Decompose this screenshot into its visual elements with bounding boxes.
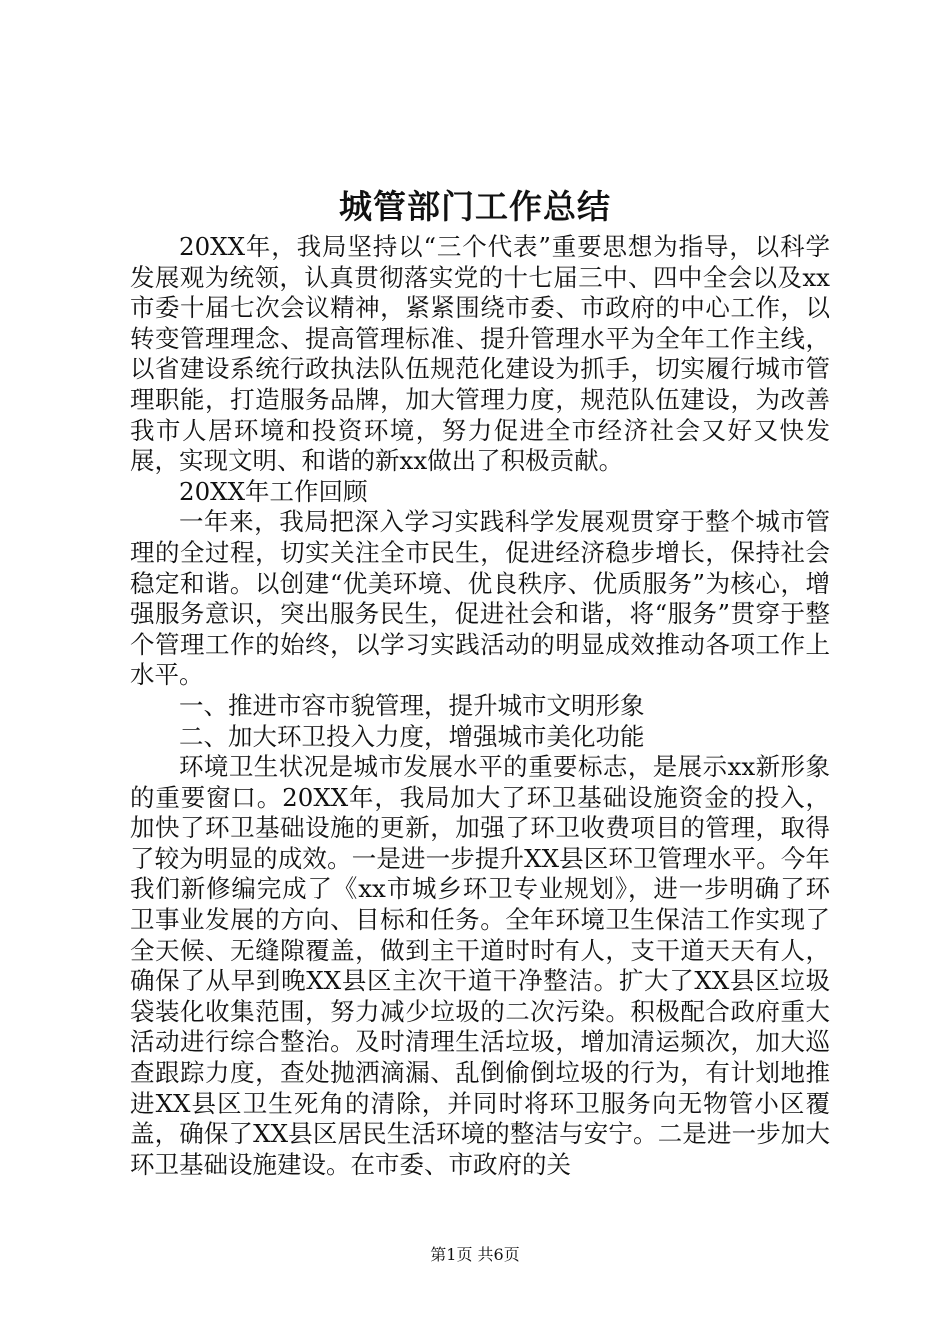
paragraph-overview: 一年来，我局把深入学习实践科学发展观贯穿于整个城市管理的全过程，切实关注全市民生，促进经济稳步增长，保持社会稳定和谐。以创建“优美环境、优良秩序、优质服务”为核心，增强服务意识，突出服务民生，促进社会和谐，将“服务”贯穿于整个管理工作的始终，以学习实践活动的明显成效推动各项工作上水平。 xyxy=(130,507,830,690)
document-title: 城管部门工作总结 xyxy=(339,187,611,226)
section-heading-one: 一、推进市容市貌管理，提升城市文明形象 xyxy=(179,690,645,720)
paragraph-sanitation: 环境卫生状况是城市发展水平的重要标志，是展示xx新形象的重要窗口。20XX年，我局加大了环卫基础设施资金的投入，加快了环卫基础设施的更新，加强了环卫收费项目的管理，取得了较为明显的成效。一是进一步提升XX县区环卫管理水平。今年我们新修编完成了《xx市城乡环卫专业规划》，进一步明确了环卫事业发展的方向、目标和任务。全年环境卫生保洁工作实现了全天候、无缝隙覆盖，做到主干道时时有人，支干道天天有人，确保了从早到晚XX县区主次干道干净整洁。扩大了XX县区垃圾袋装化收集范围，努力减少垃圾的二次污染。积极配合政府重大活动进行综合整治。及时清理生活垃圾，增加清运频次，加大巡查跟踪力度，查处抛洒滴漏、乱倒偷倒垃圾的行为，有计划地推进XX县区卫生死角的清除，并同时将环卫服务向无物管小区覆盖，确保了XX县区居民生活环境的整洁与安宁。二是进一步加大环卫基础设施建设。在市委、市政府的关 xyxy=(130,752,830,1179)
section-heading-two: 二、加大环卫投入力度，增强城市美化功能 xyxy=(179,721,645,751)
document-body xyxy=(130,232,830,1180)
paragraph-intro: 20XX年，我局坚持以“三个代表”重要思想为指导，以科学发展观为统领，认真贯彻落实党的十七届三中、四中全会以及xx市委十届七次会议精神，紧紧围绕市委、市政府的中心工作，以转变管理理念、提高管理标准、提升管理水平为全年工作主线，以省建设系统行政执法队伍规范化建设为抓手，切实履行城市管理职能，打造服务品牌，加大管理力度，规范队伍建设，为改善我市人居环境和投资环境，努力促进全市经济社会又好又快发展，实现文明、和谐的新xx做出了积极贡献。 xyxy=(130,232,830,476)
section-heading-review: 20XX年工作回顾 xyxy=(179,476,368,506)
page-footer: 第1页 共6页 xyxy=(430,1245,520,1264)
